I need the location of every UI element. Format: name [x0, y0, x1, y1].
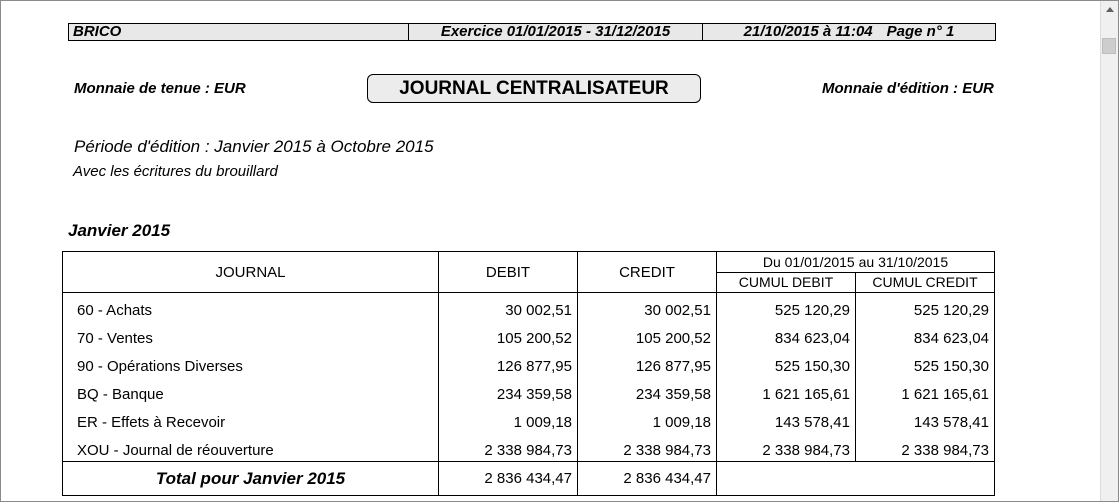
total-cumul-empty [717, 462, 995, 496]
journal-cell: BQ - Banque [63, 377, 439, 405]
cumul-credit-cell: 143 578,41 [856, 405, 995, 433]
cumul-credit-cell: 834 623,04 [856, 321, 995, 349]
scroll-up-icon[interactable] [1101, 1, 1118, 18]
holding-currency: Monnaie de tenue : EUR [74, 80, 246, 97]
table-row [63, 405, 995, 433]
report-title: JOURNAL CENTRALISATEUR [367, 74, 701, 103]
table-row [63, 321, 995, 349]
credit-cell: 234 359,58 [578, 377, 717, 405]
cumul-debit-cell: 1 621 165,61 [717, 377, 856, 405]
credit-cell: 30 002,51 [578, 293, 717, 322]
credit-cell: 126 877,95 [578, 349, 717, 377]
col-debit-header: DEBIT [439, 252, 578, 293]
col-credit-header: CREDIT [578, 252, 717, 293]
credit-cell: 1 009,18 [578, 405, 717, 433]
section-month-title: Janvier 2015 [68, 221, 171, 240]
cumul-debit-cell: 525 150,30 [717, 349, 856, 377]
company-name-text: BRICO [73, 23, 122, 40]
journal-cell: XOU - Journal de réouverture [63, 433, 439, 462]
debit-cell: 30 002,51 [439, 293, 578, 322]
cumul-debit-cell: 143 578,41 [717, 405, 856, 433]
journal-cell: 70 - Ventes [63, 321, 439, 349]
draft-entries-note: Avec les écritures du brouillard [73, 163, 278, 180]
cumul-credit-cell: 2 338 984,73 [856, 433, 995, 462]
print-datetime-page [703, 23, 996, 41]
credit-cell: 105 200,52 [578, 321, 717, 349]
total-label: Total pour Janvier 2015 [63, 462, 439, 496]
vertical-scrollbar[interactable] [1100, 1, 1118, 501]
journal-table [62, 251, 995, 496]
cumul-debit-cell: 834 623,04 [717, 321, 856, 349]
debit-cell: 234 359,58 [439, 377, 578, 405]
scroll-thumb[interactable] [1102, 38, 1116, 54]
col-cumul-debit-header: CUMUL DEBIT [717, 272, 856, 293]
journal-cell: ER - Effets à Recevoir [63, 405, 439, 433]
print-datetime: 21/10/2015 à 11:04 [743, 23, 873, 40]
exercise-period-text: Exercice 01/01/2015 - 31/12/2015 [440, 23, 671, 40]
table-row [63, 349, 995, 377]
journal-cell: 60 - Achats [63, 293, 439, 322]
exercise-period [409, 23, 703, 41]
table-row [63, 293, 995, 322]
credit-cell: 2 338 984,73 [578, 433, 717, 462]
total-debit: 2 836 434,47 [439, 462, 578, 496]
cumul-range-header: Du 01/01/2015 au 31/10/2015 [717, 252, 995, 273]
cumul-debit-cell: 2 338 984,73 [717, 433, 856, 462]
edition-period: Période d'édition : Janvier 2015 à Octobre 2015 [74, 137, 434, 156]
table-row [63, 377, 995, 405]
debit-cell: 105 200,52 [439, 321, 578, 349]
cumul-credit-cell: 525 120,29 [856, 293, 995, 322]
col-cumul-credit-header: CUMUL CREDIT [856, 272, 995, 293]
journal-cell: 90 - Opérations Diverses [63, 349, 439, 377]
total-row [63, 462, 995, 496]
debit-cell: 1 009,18 [439, 405, 578, 433]
table-row [63, 433, 995, 462]
debit-cell: 2 338 984,73 [439, 433, 578, 462]
debit-cell: 126 877,95 [439, 349, 578, 377]
company-name [68, 23, 409, 41]
cumul-credit-cell: 1 621 165,61 [856, 377, 995, 405]
cumul-debit-cell: 525 120,29 [717, 293, 856, 322]
page-number: Page n° 1 [886, 23, 955, 40]
cumul-credit-cell: 525 150,30 [856, 349, 995, 377]
edition-currency: Monnaie d'édition : EUR [822, 80, 994, 97]
col-journal-header: JOURNAL [63, 252, 439, 293]
total-credit: 2 836 434,47 [578, 462, 717, 496]
